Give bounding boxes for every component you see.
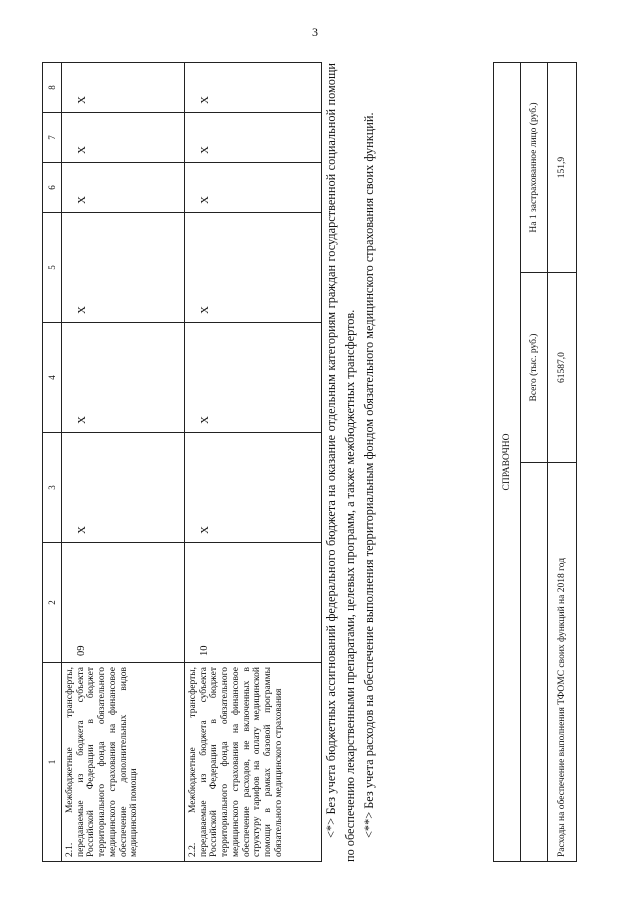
reference-header-row: [521, 63, 548, 862]
page-number: 3: [312, 25, 318, 39]
cell-mark: X: [62, 433, 185, 543]
reference-row-label: Расходы на обеспечение выполнения ТФОМС своих функций на 2018 год: [548, 463, 577, 862]
column-header: 6: [43, 163, 62, 213]
rotated-page-content: [42, 57, 582, 862]
row-code: 10: [185, 543, 322, 663]
cell-mark: X: [185, 213, 322, 323]
column-header: 8: [43, 63, 62, 113]
footnote: <**> Без учета расходов на обеспечение выполнения территориальным фондом обязательного медицинского страхования своих функций.: [362, 112, 376, 838]
row-description: 2.2. Межбюджетные трансферты, передаваемые из бюджета субъекта Российской Федерации в бюджет территориального фонда обязательного медицинского страхования на финансовое обеспечение расходов, не включенных в структуру тарифов на оплату медицинской помощи в рамках базовой программы обязательного медицинского страхования: [185, 663, 322, 862]
footnote: <*> Без учета бюджетных ассигнований федерального бюджета на оказание отдельным категориям граждан государственной социальной помощи по обеспечению лекарственными препаратами, целевых программ, а также межбюджетных трансфертов.: [324, 63, 357, 862]
row-code: 09: [62, 543, 185, 663]
column-header: 2: [43, 543, 62, 663]
cell-mark: X: [62, 163, 185, 213]
cell-mark: X: [185, 433, 322, 543]
cell-mark: X: [62, 213, 185, 323]
reference-table: [493, 62, 577, 862]
financing-table: [42, 62, 322, 862]
column-header: 4: [43, 323, 62, 433]
column-header: 1: [43, 663, 62, 862]
column-header: 3: [43, 433, 62, 543]
reference-per-person-value: 151,9: [548, 63, 577, 273]
cell-mark: X: [62, 323, 185, 433]
reference-header-per-person: На 1 застрахованное лицо (руб.): [521, 63, 548, 273]
column-header: 5: [43, 213, 62, 323]
footnotes: [322, 63, 379, 862]
cell-mark: X: [185, 63, 322, 113]
table-header-row: [43, 63, 62, 862]
cell-mark: X: [62, 63, 185, 113]
row-description: 2.1. Межбюджетные трансферты, передаваемые из бюджета субъекта Российской Федерации в бюджет территориального фонда обязательного медицинского страхования на финансовое обеспечение дополнительных видов медицинской помощи: [62, 663, 185, 862]
column-header: 7: [43, 113, 62, 163]
cell-mark: X: [62, 113, 185, 163]
cell-mark: X: [185, 163, 322, 213]
table-row: [185, 63, 322, 862]
table-row: [62, 63, 185, 862]
reference-title-row: [494, 63, 521, 862]
reference-title: СПРАВОЧНО: [494, 63, 521, 862]
cell-mark: X: [185, 113, 322, 163]
reference-empty-header: [521, 463, 548, 862]
reference-header-total: Всего (тыс. руб.): [521, 273, 548, 463]
cell-mark: X: [185, 323, 322, 433]
reference-data-row: [548, 63, 577, 862]
reference-total-value: 61587,0: [548, 273, 577, 463]
